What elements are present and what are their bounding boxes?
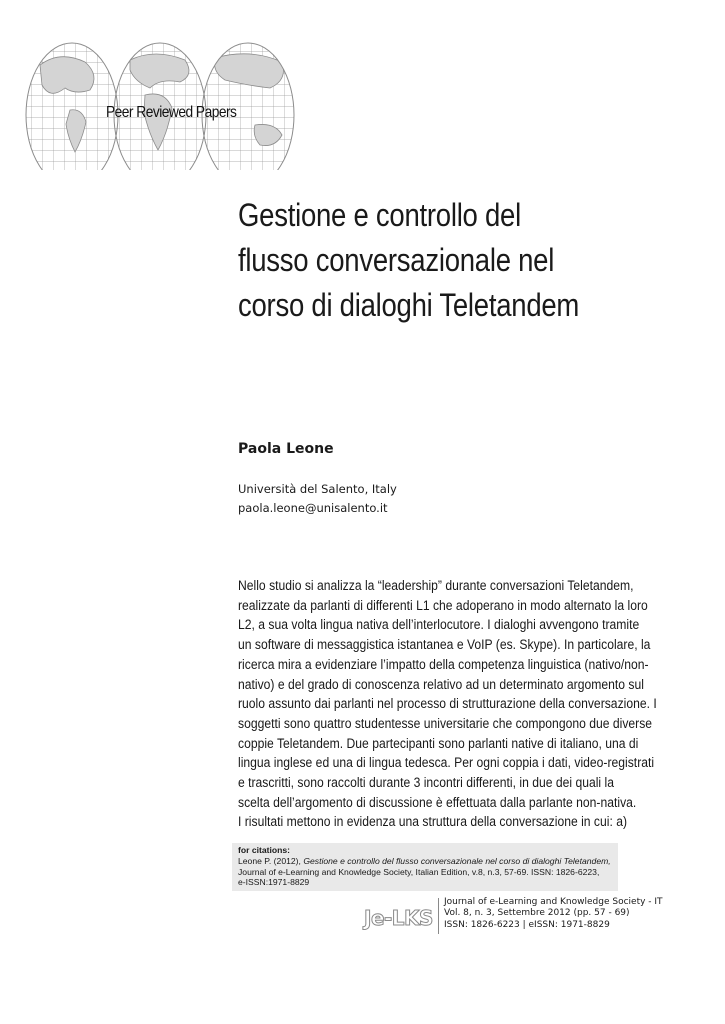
author-email[interactable]: paola.leone@unisalento.it: [238, 501, 388, 515]
citation-eissn: e-ISSN:1971-8829: [238, 877, 310, 888]
abstract-line: coppie Teletandem. Due partecipanti sono parlanti native di italiano, una di: [238, 735, 639, 751]
abstract-line: ricerca mira a evidenziare l’impatto della competenza linguistica (nativo/non-: [238, 656, 649, 672]
section-label: Peer Reviewed Papers: [106, 104, 237, 121]
citation-author-year: Leone P. (2012),: [238, 855, 304, 866]
abstract-line: lingua inglese ed una di lingua tedesca. Per ogni coppia i dati, video-registrati: [238, 755, 655, 771]
abstract-line: nativo) e del grado di conoscenza relativo ad un determinato argomento sul: [238, 676, 644, 692]
journal-name: Journal of e-Learning and Knowledge Society - IT: [444, 897, 663, 907]
citation-journal: Journal of e-Learning and Knowledge Society, Italian Edition, v.8, n.3, 57-69. ISSN: 1826-6223,: [238, 866, 600, 877]
journal-volume: Vol. 8, n. 3, Settembre 2012 (pp. 57 - 69): [444, 908, 630, 919]
author-name: Paola Leone: [238, 441, 334, 457]
journal-issn: ISSN: 1826-6223 | eISSN: 1971-8829: [444, 919, 610, 930]
abstract-line: Nello studio si analizza la “leadership” durante conversazioni Teletandem,: [238, 578, 634, 593]
abstract-line: un software di messaggistica istantanea e VoIP (es. Skype). In particolare, la: [238, 637, 651, 653]
citation-line: [238, 856, 611, 867]
abstract-line: soggetti sono quattro studentesse universitarie che compongono due diverse: [238, 715, 653, 731]
paper-title: [238, 193, 642, 328]
abstract-line: ruolo assunto dai parlanti nel processo di strutturazione della conversazione. I: [238, 696, 657, 712]
citation-title: Gestione e controllo del flusso conversazionale nel corso di dialoghi Teletandem,: [303, 855, 611, 866]
title-line: corso di dialoghi Teletandem: [238, 287, 580, 323]
abstract-line: I risultati mettono in evidenza una struttura della conversazione in cui: a): [238, 814, 628, 830]
abstract: [238, 576, 657, 832]
abstract-line: e trascritti, sono raccolti durante 3 incontri differenti, in due dei quali la: [238, 775, 614, 791]
affiliation: Università del Salento, Italy: [238, 482, 397, 496]
citation-box: [232, 843, 618, 891]
abstract-line: scelta dell’argomento di discussione è effettuata dalla parlante non-nativa.: [238, 794, 637, 810]
title-line: flusso conversazionale nel: [238, 242, 555, 278]
abstract-line: realizzate da parlanti di differenti L1 che adoperano in modo alternato la loro: [238, 597, 648, 613]
footer-divider: [438, 898, 439, 934]
jelks-logo: Je-LKS: [364, 906, 433, 930]
journal-info: [444, 897, 663, 931]
citation-heading: for citations:: [238, 845, 291, 855]
abstract-line: L2, a sua volta lingua nativa dell’interlocutore. I dialoghi avvengono tramite: [238, 617, 640, 633]
author-affiliation-block: [238, 480, 397, 518]
title-line: Gestione e controllo del: [238, 197, 521, 233]
